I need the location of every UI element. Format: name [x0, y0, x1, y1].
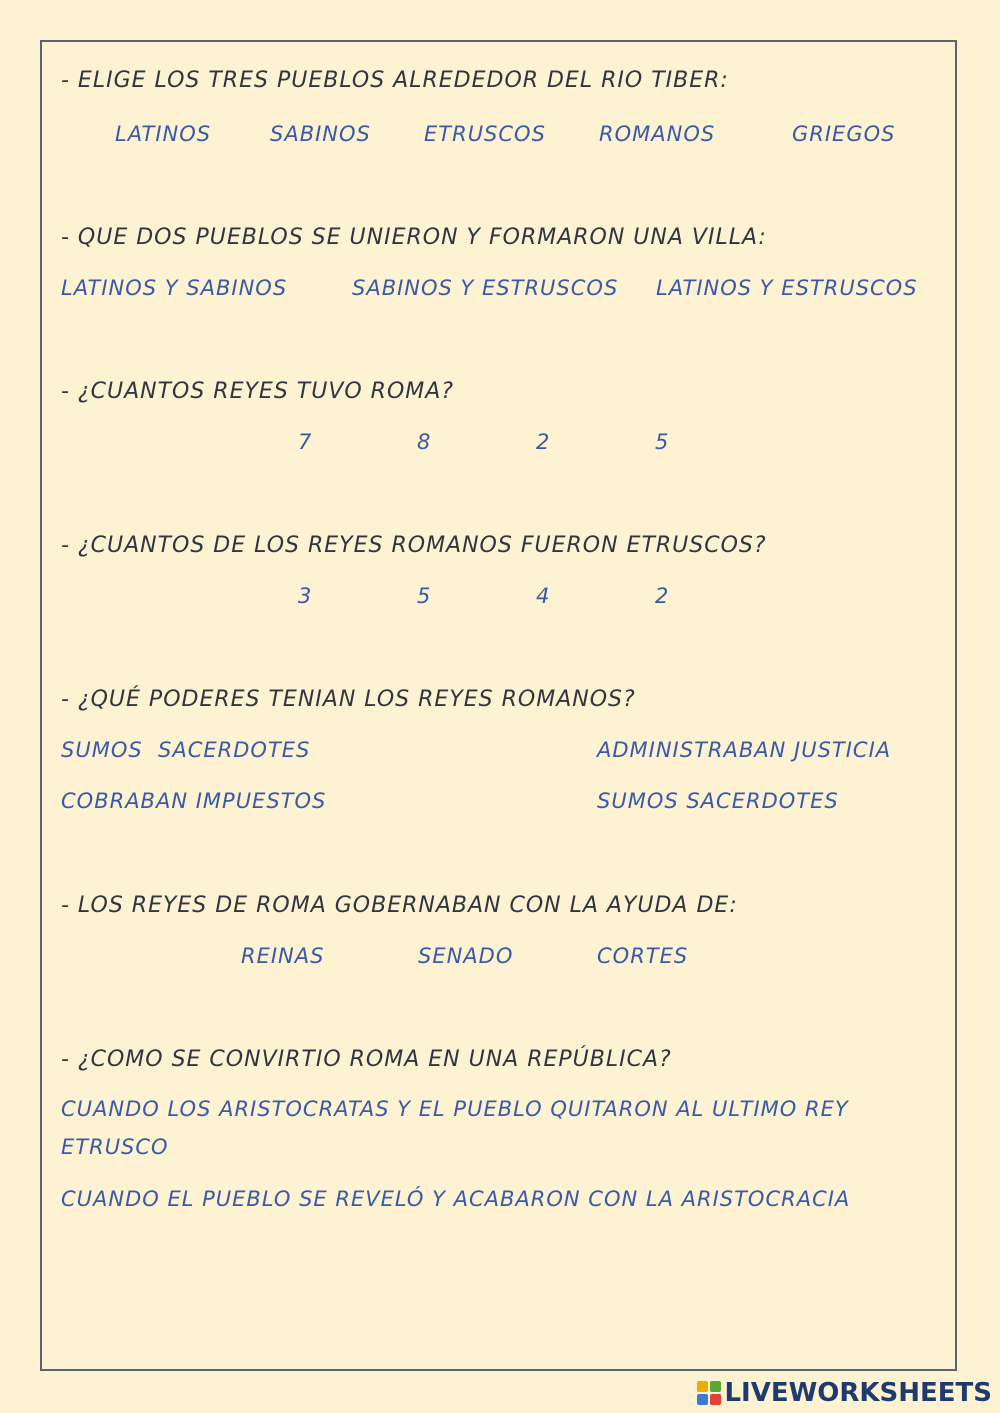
q6-option-cortes[interactable]: CORTES — [597, 944, 689, 968]
question-7: - ¿COMO SE CONVIRTIO ROMA EN UNA REPÚBLICA? — [61, 1047, 672, 1072]
question-2: - QUE DOS PUEBLOS SE UNIERON Y FORMARON UNA VILLA: — [61, 225, 767, 250]
liveworksheets-logo — [697, 1378, 992, 1408]
q5-option-sumos-sacerdotes-2[interactable]: SUMOS SACERDOTES — [597, 789, 839, 813]
q7-option-pueblo-revelo[interactable]: CUANDO EL PUEBLO SE REVELÓ Y ACABARON CON LA ARISTOCRACIA — [61, 1187, 851, 1211]
q4-option-5[interactable]: 5 — [417, 584, 432, 608]
q4-option-3[interactable]: 3 — [298, 584, 313, 608]
q1-option-sabinos[interactable]: SABINOS — [270, 122, 371, 146]
q1-option-etruscos[interactable]: ETRUSCOS — [424, 122, 546, 146]
question-3: - ¿CUANTOS REYES TUVO ROMA? — [61, 379, 454, 404]
q5-option-sumos-sacerdotes-1[interactable]: SUMOS SACERDOTES — [61, 738, 311, 762]
q4-option-4[interactable]: 4 — [536, 584, 551, 608]
q4-option-2[interactable]: 2 — [655, 584, 670, 608]
q1-option-griegos[interactable]: GRIEGOS — [792, 122, 896, 146]
question-4: - ¿CUANTOS DE LOS REYES ROMANOS FUERON ETRUSCOS? — [61, 533, 767, 558]
q3-option-5[interactable]: 5 — [655, 430, 670, 454]
liveworksheets-logo-icon — [697, 1381, 721, 1405]
question-5: - ¿QUÉ PODERES TENIAN LOS REYES ROMANOS? — [61, 687, 636, 712]
q3-option-8[interactable]: 8 — [417, 430, 432, 454]
logo-text: LIVEWORKSHEETS — [724, 1378, 992, 1408]
question-6: - LOS REYES DE ROMA GOBERNABAN CON LA AYUDA DE: — [61, 893, 738, 918]
q7-option-aristocratas-pueblo[interactable]: CUANDO LOS ARISTOCRATAS Y EL PUEBLO QUITARON AL ULTIMO REY ETRUSCO — [61, 1097, 849, 1159]
q2-option-latinos-estruscos[interactable]: LATINOS Y ESTRUSCOS — [656, 276, 918, 300]
q1-option-latinos[interactable]: LATINOS — [115, 122, 212, 146]
q1-option-romanos[interactable]: ROMANOS — [599, 122, 716, 146]
q6-option-senado[interactable]: SENADO — [418, 944, 514, 968]
q5-option-cobraban-impuestos[interactable]: COBRABAN IMPUESTOS — [61, 789, 327, 813]
question-1: - ELIGE LOS TRES PUEBLOS ALREDEDOR DEL RIO TIBER: — [61, 68, 729, 93]
q2-option-latinos-sabinos[interactable]: LATINOS Y SABINOS — [61, 276, 288, 300]
q6-option-reinas[interactable]: REINAS — [241, 944, 325, 968]
q3-option-7[interactable]: 7 — [298, 430, 313, 454]
q5-option-administraban-justicia[interactable]: ADMINISTRABAN JUSTICIA — [597, 738, 892, 762]
q2-option-sabinos-estruscos[interactable]: SABINOS Y ESTRUSCOS — [352, 276, 619, 300]
q3-option-2[interactable]: 2 — [536, 430, 551, 454]
